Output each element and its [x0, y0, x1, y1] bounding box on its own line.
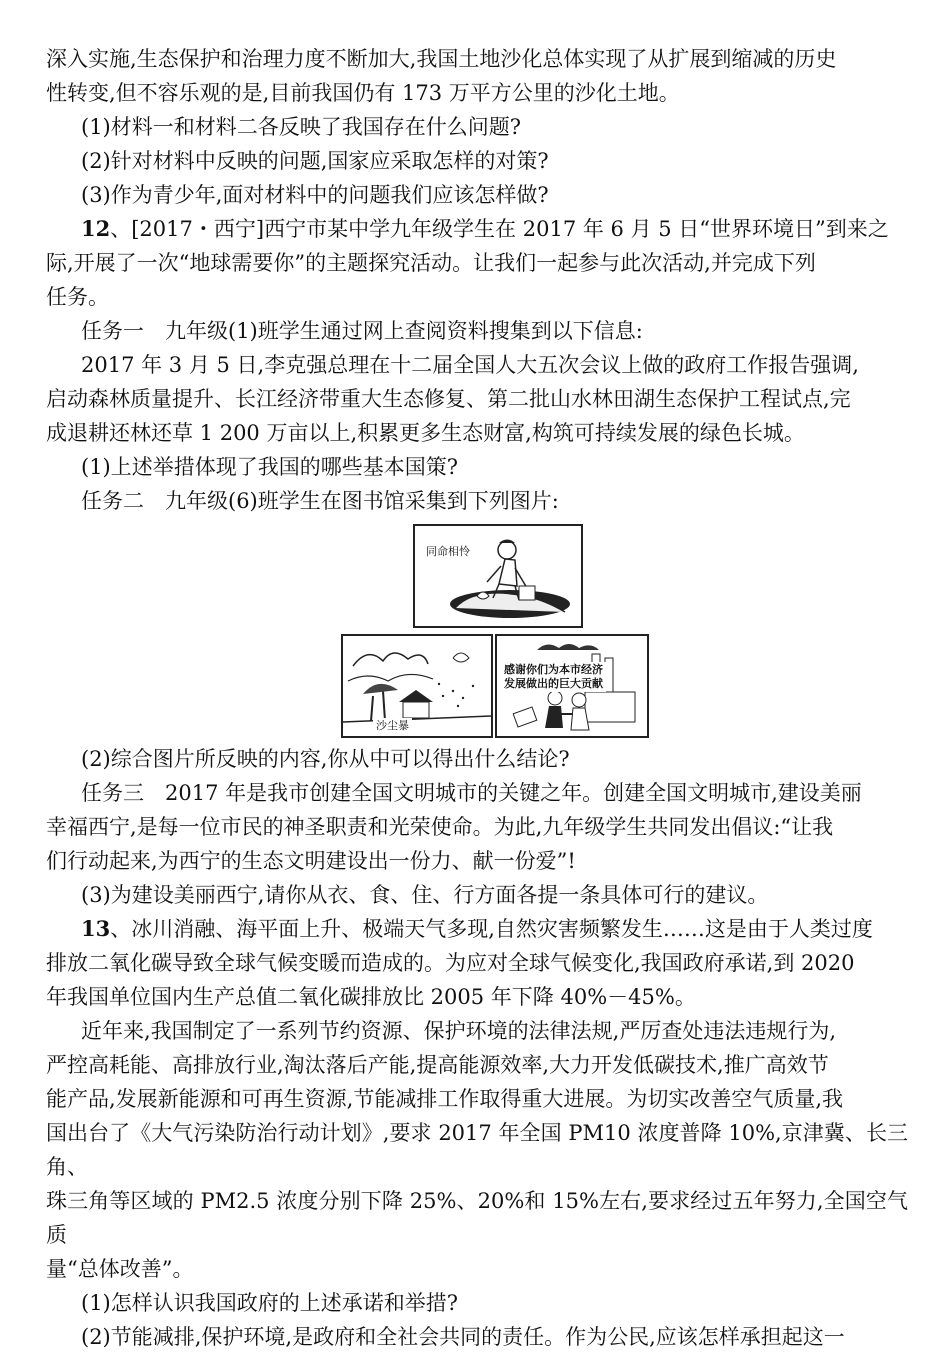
question-number: 12 [81, 216, 111, 241]
question-12-intro [46, 212, 908, 246]
question-12-2: (2)综合图片所反映的内容,你从中可以得出什么结论? [81, 747, 570, 771]
figure-caption: 发展做出的巨大贡献 [501, 676, 606, 692]
cartoon-figures [46, 524, 908, 738]
cartoon-sandstorm-drawing [343, 636, 491, 736]
question-13-1: (1)怎样认识我国政府的上述承诺和举措? [81, 1291, 459, 1315]
cartoon-fish-drawing [415, 526, 581, 626]
text-line: 2017 年 3 月 5 日,李克强总理在十二届全国人大五次会议上做的政府工作报告强调, [81, 353, 859, 377]
question-11-3: (3)作为青少年,面对材料中的问题我们应该怎样做? [81, 183, 549, 207]
text-line: 严控高耗能、高排放行业,淘汰落后产能,提高能源效率,大力开发低碳技术,推广高效节 [46, 1053, 829, 1077]
task-2-heading: 任务二 九年级(6)班学生在图书馆采集到下列图片: [81, 489, 559, 513]
text-line: 幸福西宁,是每一位市民的神圣职责和光荣使命。为此,九年级学生共同发出倡议:“让我 [46, 815, 834, 839]
cartoon-fish-figure [413, 524, 583, 628]
text-line: 启动森林质量提升、长江经济带重大生态修复、第二批山水林田湖生态保护工程试点,完 [46, 387, 851, 411]
question-12-3: (3)为建设美丽西宁,请你从衣、食、住、行方面各提一条具体可行的建议。 [81, 883, 769, 907]
text-line: 们行动起来,为西宁的生态文明建设出一份力、献一份爱”! [46, 849, 576, 873]
text-line: 能产品,发展新能源和可再生资源,节能减排工作取得重大进展。为切实改善空气质量,我 [46, 1087, 844, 1111]
text-line: 成退耕还林还草 1 200 万亩以上,积累更多生态财富,构筑可持续发展的绿色长城。 [46, 421, 805, 445]
question-11-2: (2)针对材料中反映的问题,国家应采取怎样的对策? [81, 149, 549, 173]
task-3-heading: 任务三 2017 年是我市创建全国文明城市的关键之年。创建全国文明城市,建设美丽 [81, 781, 862, 805]
text-line: 排放二氧化碳导致全球气候变暖而造成的。为应对全球气候变化,我国政府承诺,到 2020 [46, 951, 855, 975]
text-line: 年我国单位国内生产总值二氧化碳排放比 2005 年下降 40%－45%。 [46, 985, 696, 1009]
text-line: 近年来,我国制定了一系列节约资源、保护环境的法律法规,严厉查处违法违规行为, [81, 1019, 837, 1043]
text-line: 量“总体改善”。 [46, 1257, 194, 1281]
text-line: 际,开展了一次“地球需要你”的主题探究活动。让我们一起参与此次活动,并完成下列 [46, 251, 816, 275]
text-line: 深入实施,生态保护和治理力度不断加大,我国土地沙化总体实现了从扩展到缩减的历史 [46, 47, 837, 71]
text-line: 、冰川消融、海平面上升、极端天气多现,自然灾害频繁发生……这是由于人类过度 [110, 917, 873, 941]
figure-caption: 同命相怜 [423, 544, 473, 560]
cartoon-factory-figure [495, 634, 649, 738]
figure-caption: 感谢你们为本市经济 [501, 662, 606, 678]
text-line: 性转变,但不容乐观的是,目前我国仍有 173 万平方公里的沙化土地。 [46, 81, 680, 105]
document-page [46, 42, 908, 1354]
text-line: 、[2017・西宁]西宁市某中学九年级学生在 2017 年 6 月 5 日“世界环境日”到来之 [110, 217, 889, 241]
question-13-intro [46, 912, 908, 946]
cartoon-sandstorm-figure [341, 634, 493, 738]
text-line: 珠三角等区域的 PM2.5 浓度分别下降 25%、20%和 15%左右,要求经过五年努力,全国空气质 [46, 1189, 908, 1247]
figure-caption: 沙尘暴 [373, 718, 412, 734]
text-line: 国出台了《大气污染防治行动计划》,要求 2017 年全国 PM10 浓度普降 10%,京津冀、长三角、 [46, 1121, 908, 1179]
task-1-heading: 任务一 九年级(1)班学生通过网上查阅资料搜集到以下信息: [81, 319, 643, 343]
text-line: 任务。 [46, 285, 109, 309]
question-13-2: (2)节能减排,保护环境,是政府和全社会共同的责任。作为公民,应该怎样承担起这一 [81, 1325, 845, 1349]
question-12-1: (1)上述举措体现了我国的哪些基本国策? [81, 455, 459, 479]
question-11-1: (1)材料一和材料二各反映了我国存在什么问题? [81, 115, 522, 139]
question-number: 13 [81, 916, 111, 941]
